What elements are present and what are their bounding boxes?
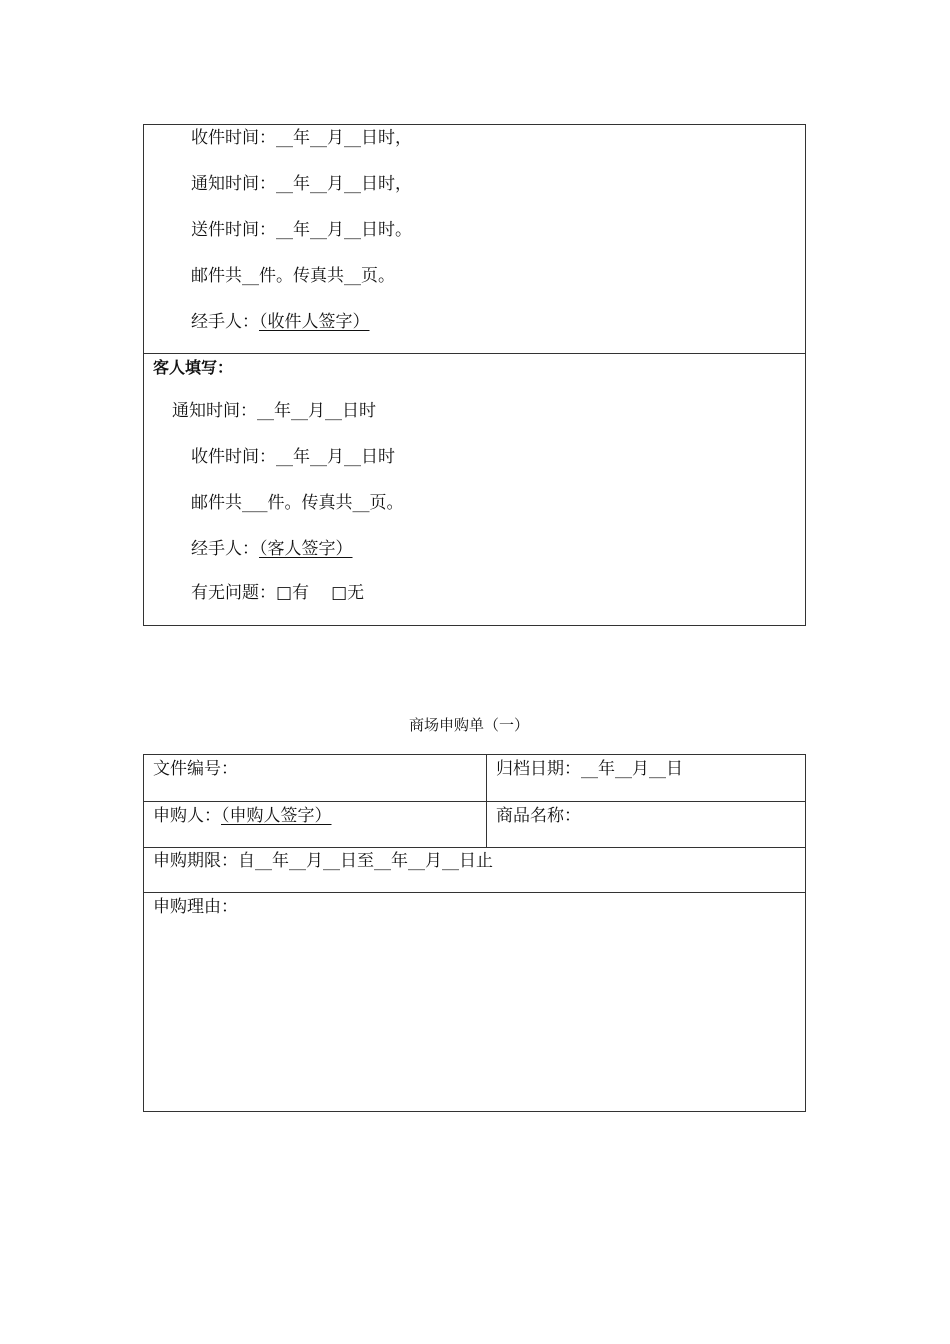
doc-number-label: 文件编号： [153,759,238,779]
guest-mail-count-line: 邮件共___件。传真共__页。 [191,493,404,513]
guest-handler-signature: （客人签字） [259,539,353,559]
product-name-label: 商品名称： [496,806,581,826]
staff-handler-line [191,311,370,333]
row-divider-1 [143,801,806,802]
guest-receive-time-line: 收件时间：__年__月__日时 [191,447,395,467]
receive-time-line: 收件时间：__年__月__日时， [191,128,412,148]
staff-handler-signature: （收件人签字） [259,312,370,332]
section-divider [143,353,806,354]
guest-section-heading: 客人填写： [153,358,234,377]
option-no-checkbox[interactable]: □无 [331,583,365,603]
send-time-line: 送件时间：__年__月__日时。 [191,220,412,240]
guest-notify-time-line: 通知时间：__年__月__日时 [172,401,376,421]
requester-signature: （申购人签字） [221,806,332,826]
staff-handler-label: 经手人： [191,312,259,332]
mail-count-line: 邮件共__件。传真共__页。 [191,266,395,286]
option-yes-checkbox[interactable]: □有 [276,583,310,603]
guest-handler-label: 经手人： [191,539,259,559]
requester-line [153,805,332,827]
guest-handler-line [191,538,353,560]
row-divider-3 [143,892,806,893]
problem-question-label: 有无问题： [191,583,276,603]
archive-date-field: 归档日期：__年__月__日 [496,759,683,779]
purchase-reason-label: 申购理由： [153,897,238,917]
problem-question-line [191,582,364,604]
form-title: 商场申购单（一） [409,716,530,734]
requester-label: 申购人： [153,806,221,826]
notify-time-line: 通知时间：__年__月__日时， [191,174,412,194]
purchase-period-field: 申购期限：自__年__月__日至__年__月__日止 [153,851,493,871]
row-divider-2 [143,847,806,848]
